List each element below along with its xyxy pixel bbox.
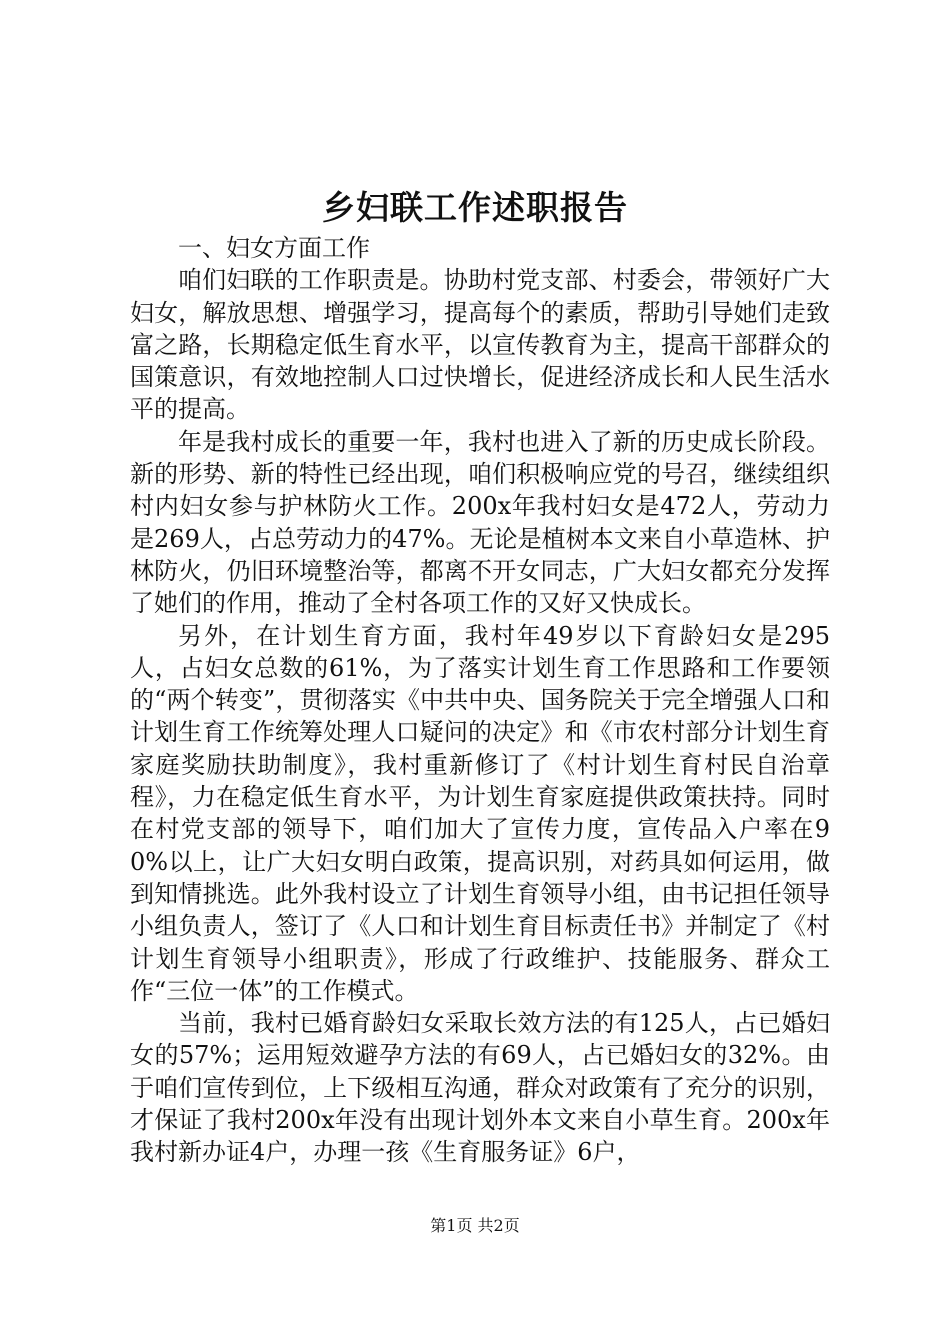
section-heading: 一、妇女方面工作 [178,234,370,262]
paragraph: 另外，在计划生育方面，我村年49岁以下育龄妇女是295人，占妇女总数的61%，为了落实计划生育工作思路和工作要领的“两个转变”，贯彻落实《中共中央、国务院关于完全增强人口和计划生育工作统筹处理人口疑问的决定》和《市农村部分计划生育家庭奖励扶助制度》，我村重新修订了《村计划生育村民自治章程》，力在稳定低生育水平，为计划生育家庭提供政策扶持。同时在村党支部的领导下，咱们加大了宣传力度，宣传品入户率在90%以上，让广大妇女明白政策，提高识别，对药具如何运用，做到知情挑选。此外我村设立了计划生育领导小组，由书记担任领导小组负责人，签订了《人口和计划生育目标责任书》并制定了《村计划生育领导小组职责》，形成了行政维护、技能服务、群众工作“三位一体”的工作模式。 [130,621,830,1005]
document-body [130,232,830,1169]
paragraph: 咱们妇联的工作职责是。协助村党支部、村委会，带领好广大妇女，解放思想、增强学习，提高每个的素质，帮助引导她们走致富之路，长期稳定低生育水平，以宣传教育为主，提高干部群众的国策意识，有效地控制人口过快增长，促进经济成长和人民生活水平的提高。 [130,266,830,424]
page-footer: 第1页 共2页 [430,1216,520,1235]
paragraph: 年是我村成长的重要一年，我村也进入了新的历史成长阶段。新的形势、新的特性已经出现，咱们积极响应党的号召，继续组织村内妇女参与护林防火工作。200x年我村妇女是472人，劳动力是269人，占总劳动力的47%。无论是植树本文来自小草造林、护林防火，仍旧环境整治等，都离不开女同志，广大妇女都充分发挥了她们的作用，推动了全村各项工作的又好又快成长。 [130,427,830,618]
paragraph: 当前，我村已婚育龄妇女采取长效方法的有125人，占已婚妇女的57%；运用短效避孕方法的有69人，占已婚妇女的32%。由于咱们宣传到位，上下级相互沟通，群众对政策有了充分的识别，才保证了我村200x年没有出现计划外本文来自小草生育。200x年我村新办证4户，办理一孩《生育服务证》6户， [130,1009,830,1167]
document-title: 乡妇联工作述职报告 [322,188,628,227]
